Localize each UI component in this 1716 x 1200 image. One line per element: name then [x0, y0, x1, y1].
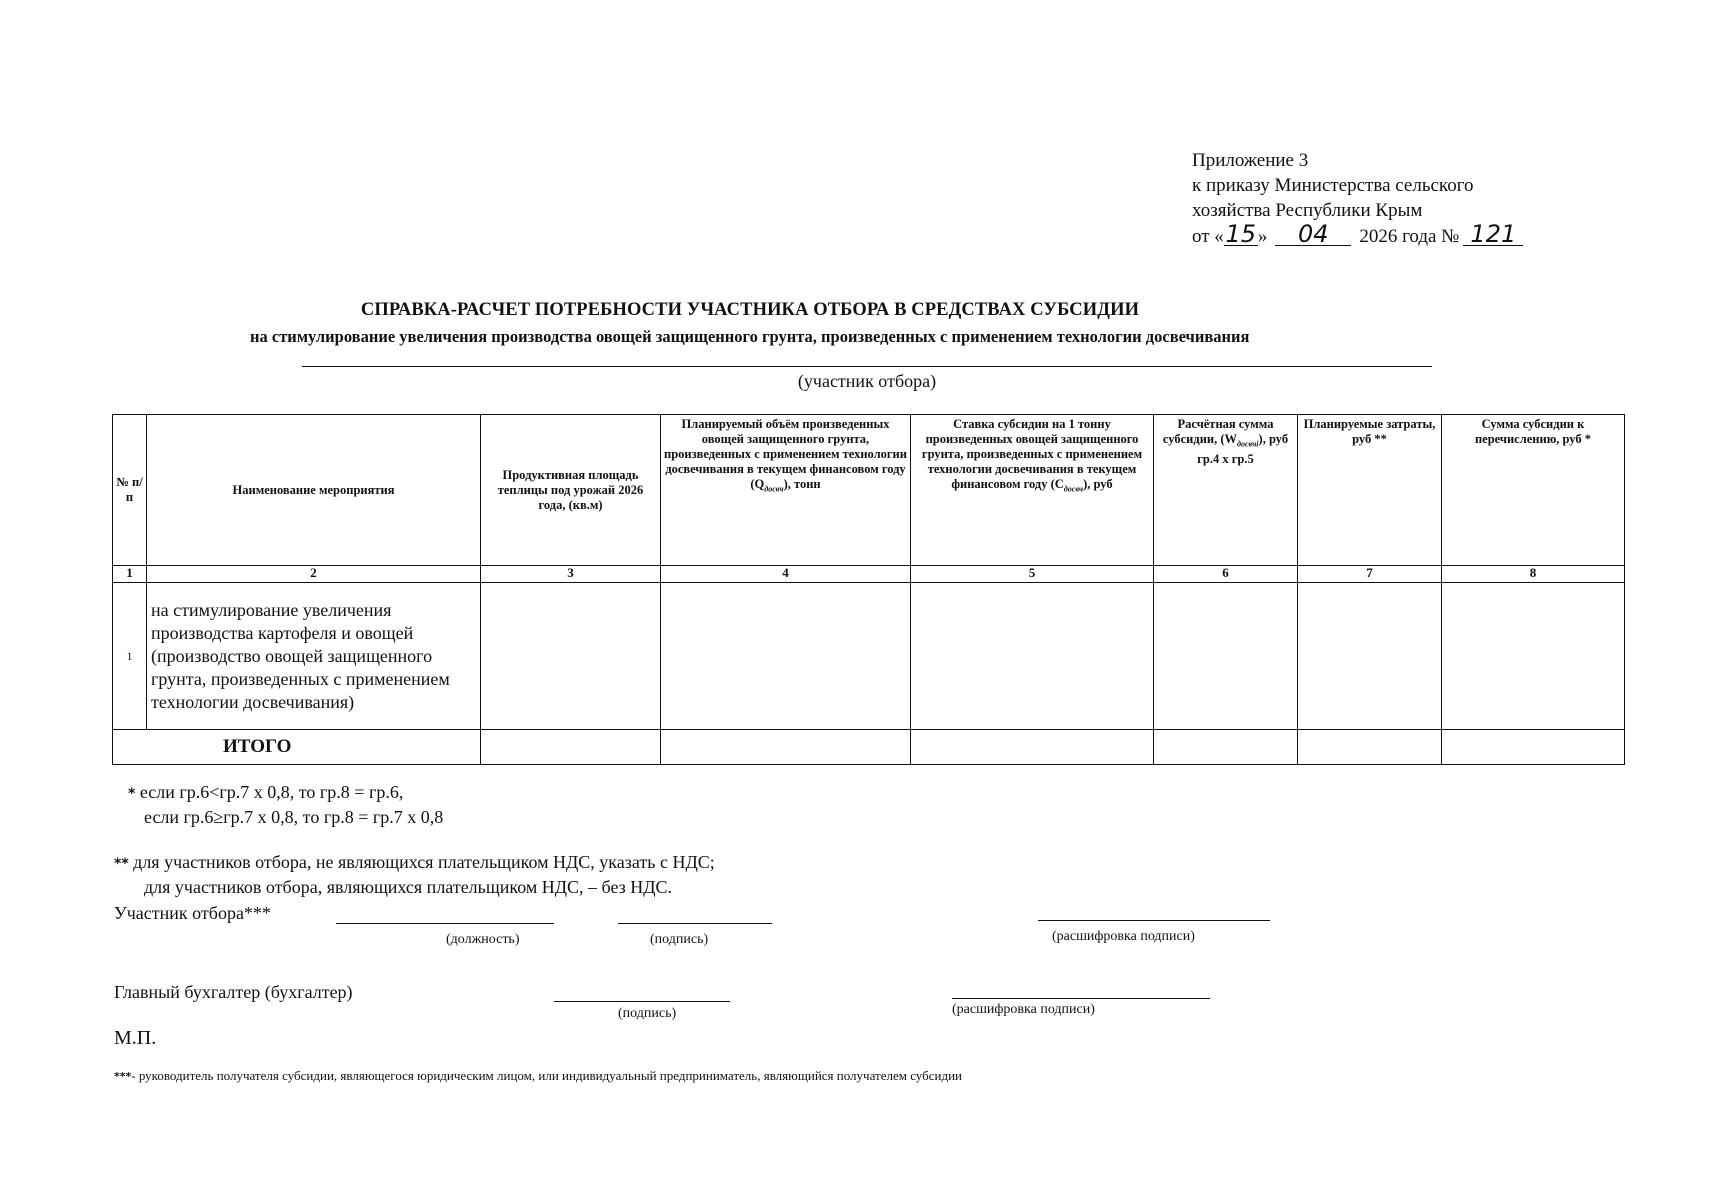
stamp-place: М.П.: [114, 1027, 157, 1049]
note-1-line-1: [128, 780, 403, 806]
total-calculated-sum[interactable]: [1154, 730, 1298, 765]
appendix-block: [1192, 148, 1523, 249]
participant-caption: (участник отбора): [797, 371, 937, 391]
column-number: 5: [911, 566, 1154, 583]
column-number: 7: [1298, 566, 1442, 583]
total-label: ИТОГО: [113, 730, 481, 765]
total-planned-costs[interactable]: [1298, 730, 1442, 765]
row-index: 1: [113, 583, 147, 730]
table-header-row: [113, 415, 1625, 566]
appendix-date-line: [1192, 220, 1523, 249]
header-col-calculated-text: Расчётная сумма субсидии, (W: [1162, 417, 1274, 446]
total-area[interactable]: [481, 730, 661, 765]
document-title: [0, 300, 1716, 347]
table-column-numbers-row: [113, 566, 1625, 583]
date-mid: »: [1257, 226, 1268, 247]
header-col-planned-costs: Планируемые затраты, руб **: [1298, 415, 1442, 566]
total-transfer-sum[interactable]: [1442, 730, 1625, 765]
appendix-title: Приложение 3: [1192, 150, 1309, 171]
header-col-volume-text: Планируемый объём произведенных овощей защищенного грунта, произведенных с применением технологии досвечивания в текущем финансовом году (Q: [664, 417, 907, 491]
title-main: СПРАВКА-РАСЧЕТ ПОТРЕБНОСТИ УЧАСТНИКА ОТБОРА В СРЕДСТВАХ СУБСИДИИ: [360, 300, 1140, 320]
cell-area[interactable]: [481, 583, 661, 730]
note-1-star: *: [128, 786, 136, 802]
header-col-transfer-sum: Сумма субсидии к перечислению, руб *: [1442, 415, 1625, 566]
header-col-rate-sub: досвч: [1063, 484, 1084, 494]
position-line[interactable]: [336, 923, 554, 924]
accountant-transcript-caption: (расшифровка подписи): [952, 1002, 1095, 1017]
transcript-caption: (расшифровка подписи): [1052, 929, 1195, 944]
appendix-ministry-line: хозяйства Республики Крым: [1192, 200, 1423, 221]
column-number: 8: [1442, 566, 1625, 583]
signature-line[interactable]: [618, 923, 772, 924]
total-volume[interactable]: [661, 730, 911, 765]
column-number: 4: [661, 566, 911, 583]
footnote-star: ***: [114, 1070, 132, 1083]
cell-rate[interactable]: [911, 583, 1154, 730]
accountant-transcript-line[interactable]: [952, 998, 1210, 999]
note-2-star: **: [114, 856, 129, 872]
column-number: 2: [147, 566, 481, 583]
transcript-line[interactable]: [1038, 920, 1270, 921]
row-activity-name: на стимулирование увеличения производства картофеля и овощей (производство овощей защищенного грунта, произведенных с применением технологии досвечивания): [147, 583, 481, 730]
date-prefix: от «: [1192, 226, 1224, 247]
handwritten-month: 04: [1275, 223, 1351, 246]
header-col-calculated-sub: досвчi: [1237, 439, 1259, 449]
cell-transfer-sum[interactable]: [1442, 583, 1625, 730]
cell-planned-costs[interactable]: [1298, 583, 1442, 730]
note-2-line-1: [114, 850, 715, 876]
position-caption: (должность): [446, 932, 520, 947]
note-2-line-2: для участников отбора, являющихся плательщиком НДС, – без НДС.: [144, 877, 673, 897]
header-col-volume-sub: досвч: [764, 484, 784, 494]
header-col-rate-text: Ставка субсидии на 1 тонну произведенных овощей защищенного грунта, произведенных с применением технологии досвечивания в текущем финансовом году (С: [921, 417, 1143, 491]
note-1-text-1: если гр.6<гр.7 х 0,8, то гр.8 = гр.6,: [139, 782, 404, 802]
table-row: [113, 583, 1625, 730]
header-col-number: № п/п: [113, 415, 147, 566]
handwritten-day: 15: [1225, 220, 1257, 248]
signature-caption: (подпись): [650, 932, 709, 947]
header-col-volume: [661, 415, 911, 566]
note-1-line-2: если гр.6≥гр.7 х 0,8, то гр.8 = гр.7 х 0,8: [144, 807, 444, 827]
table-total-row: [113, 730, 1625, 765]
column-number: 6: [1154, 566, 1298, 583]
date-year-text: 2026 года №: [1359, 226, 1460, 247]
note-2-text-1: для участников отбора, не являющихся плательщиком НДС, указать с НДС;: [133, 852, 715, 872]
participant-label: Участник отбора***: [114, 903, 271, 923]
title-sub: на стимулирование увеличения производства овощей защищенного грунта, произведенных с применением технологии досвечивания: [250, 327, 1250, 346]
header-col-volume-unit: ), тонн: [783, 477, 821, 491]
header-col-calculated-unit: ), руб гр.4 х гр.5: [1197, 432, 1289, 466]
cell-calculated-sum[interactable]: [1154, 583, 1298, 730]
header-col-rate: [911, 415, 1154, 566]
header-col-calculated-sum: [1154, 415, 1298, 566]
column-number: 1: [113, 566, 147, 583]
header-col-area: Продуктивная площадь теплицы под урожай 2026 года, (кв.м): [481, 415, 661, 566]
handwritten-order-number: 121: [1463, 223, 1523, 246]
header-col-rate-unit: ), руб: [1083, 477, 1113, 491]
total-rate[interactable]: [911, 730, 1154, 765]
footnote-text: - руководитель получателя субсидии, являющегося юридическим лицом, или индивидуальный предприниматель, являющийся получателем субсидии: [131, 1068, 962, 1083]
header-col-name: Наименование мероприятия: [147, 415, 481, 566]
appendix-order-line: к приказу Министерства сельского: [1192, 175, 1474, 196]
participant-field-line: [302, 366, 1432, 367]
accountant-signature-line[interactable]: [554, 1001, 730, 1002]
column-number: 3: [481, 566, 661, 583]
accountant-signature-caption: (подпись): [618, 1006, 677, 1021]
accountant-label: Главный бухгалтер (бухгалтер): [114, 982, 353, 1002]
calculation-table: [112, 414, 1625, 765]
cell-volume[interactable]: [661, 583, 911, 730]
footnote: [114, 1068, 962, 1084]
